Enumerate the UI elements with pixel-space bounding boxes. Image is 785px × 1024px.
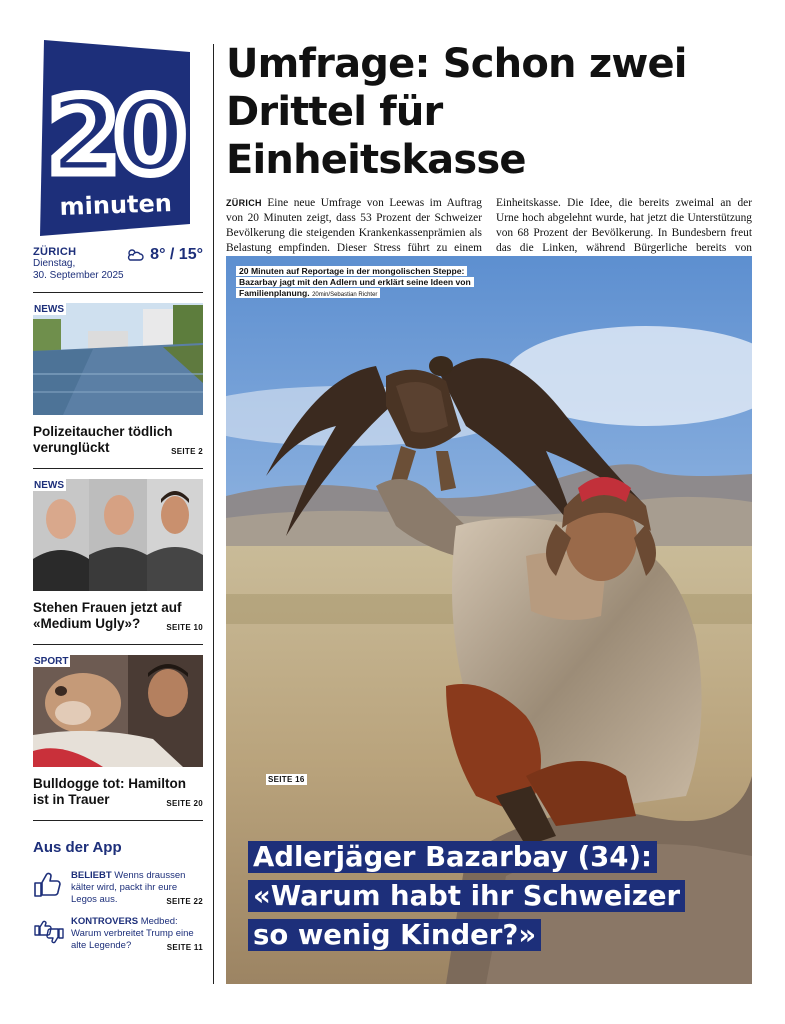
logo-number: 20 xyxy=(47,75,181,197)
sidebar xyxy=(33,246,203,962)
photo-credit: 20min/Sebastian Richter xyxy=(312,292,378,298)
teaser-kicker: SPORT xyxy=(34,656,69,667)
dateline: ZÜRICH xyxy=(226,198,262,208)
teaser-image-three-men[interactable] xyxy=(33,479,203,591)
hero-headline-line: «Warum habt ihr Schweizer xyxy=(248,880,685,912)
lede-body: Eine neue Umfrage von Leewas im Auftrag von 20 Minuten zeigt, dass 53 Prozent der Schweizer Bevölkerung die steigenden Krankenkassenprämien als Belastung empfinden. Dieser Stress führt zu einem xyxy=(226,197,482,254)
weekday: Dienstag, xyxy=(33,258,76,269)
city-name: ZÜRICH xyxy=(33,246,77,258)
teaser-kicker: NEWS xyxy=(34,480,64,491)
teaser-hamilton-bulldog[interactable] xyxy=(33,645,203,820)
lede-body: Einheitskasse. Die Idee, die bereits zweimal an der Urne hoch abgelehnt wurde, hat jetzt die Unterstützung von 68 Prozent der Bevölkerung. In Bundesbern freut das die Linken, während Bürgerliche bereits von xyxy=(496,197,752,254)
app-item-tag: KONTROVERS xyxy=(71,916,139,927)
teaser-title[interactable]: Stehen Frauen jetzt auf «Medium Ugly»? xyxy=(33,600,182,631)
app-item-popular[interactable] xyxy=(33,870,203,906)
page-reference: SEITE 2 xyxy=(171,447,203,456)
hero-story[interactable] xyxy=(226,256,752,984)
page-reference: SEITE 16 xyxy=(268,775,305,784)
hero-headline-line: so wenig Kinder?» xyxy=(248,919,541,951)
page-reference: SEITE 22 xyxy=(166,897,203,906)
teaser-image-river[interactable] xyxy=(33,303,203,415)
app-item-text: Wenns draussen kälter wird, packt ihr eure Legos aus. xyxy=(71,870,186,905)
headline-line: Drittel für Einheitskasse xyxy=(226,89,526,183)
teaser-title[interactable]: Polizeitaucher tödlich verunglückt xyxy=(33,424,173,455)
location-block xyxy=(33,246,203,292)
hero-headline[interactable] xyxy=(248,838,748,955)
issue-date: 30. September 2025 xyxy=(33,270,124,281)
caption-text: 20 Minuten auf Reportage in der mongolischen Steppe: Bazarbay jagt mit den Adlern und erklärt seine Ideen von Familienplanung. xyxy=(239,266,471,298)
masthead-logo[interactable] xyxy=(40,40,190,236)
app-item-tag: BELIEBT xyxy=(71,870,112,881)
thumbs-up-icon xyxy=(33,872,63,898)
page-reference: SEITE 10 xyxy=(166,623,203,632)
logo-word: minuten xyxy=(59,189,173,221)
cloud-sun-icon xyxy=(126,248,144,262)
main-headline[interactable] xyxy=(226,40,752,184)
column-divider xyxy=(213,44,214,984)
teaser-title[interactable]: Bulldogge tot: Hamilton ist in Trauer xyxy=(33,776,186,807)
app-item-controversial[interactable] xyxy=(33,916,203,952)
hero-headline-line: Adlerjäger Bazarbay (34): xyxy=(248,841,657,873)
page-reference: SEITE 20 xyxy=(166,799,203,808)
main-story xyxy=(226,40,752,284)
teaser-police-diver[interactable] xyxy=(33,293,203,468)
app-item-text: Medbed: Warum verbreitet Trump eine alte Legende? xyxy=(71,916,194,951)
app-section-title: Aus der App xyxy=(33,839,122,856)
headline-line: Umfrage: Schon zwei xyxy=(226,41,687,87)
hero-caption xyxy=(236,266,482,301)
page-reference: SEITE 11 xyxy=(166,943,203,952)
logo-graphic xyxy=(40,40,190,236)
teaser-image-hamilton-dog[interactable] xyxy=(33,655,203,767)
teaser-medium-ugly[interactable] xyxy=(33,469,203,644)
teaser-kicker: NEWS xyxy=(34,304,64,315)
weather xyxy=(126,246,203,264)
temperature: 8° / 15° xyxy=(150,246,203,263)
thumbs-up-down-icon xyxy=(33,918,65,946)
app-section xyxy=(33,821,203,952)
